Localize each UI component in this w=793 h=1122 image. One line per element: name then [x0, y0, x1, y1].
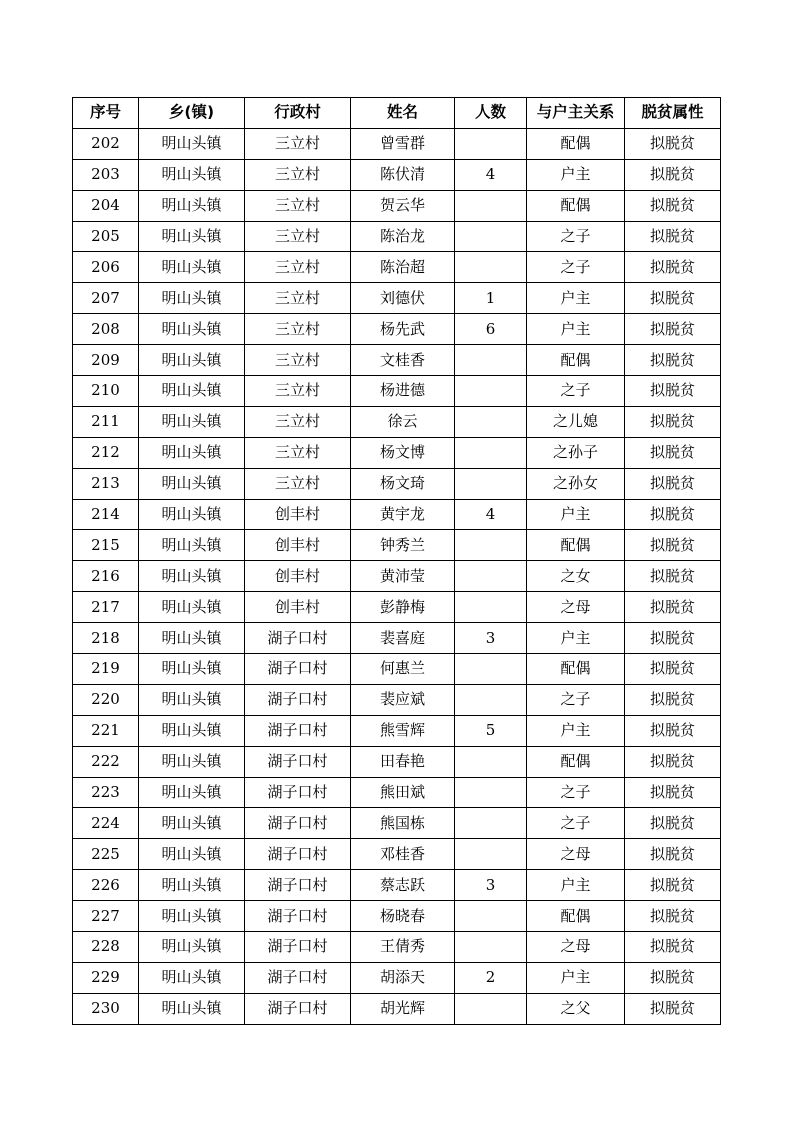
cell-name: 熊雪辉 [351, 715, 455, 746]
cell-index: 216 [73, 561, 139, 592]
cell-status: 拟脱贫 [625, 345, 721, 376]
cell-village: 三立村 [245, 128, 351, 159]
cell-index: 228 [73, 932, 139, 963]
cell-village: 湖子口村 [245, 777, 351, 808]
table-row [73, 437, 721, 468]
cell-name: 黄宇龙 [351, 499, 455, 530]
cell-village: 湖子口村 [245, 746, 351, 777]
cell-household-size: 3 [455, 870, 527, 901]
cell-relation: 之子 [527, 808, 625, 839]
cell-township: 明山头镇 [139, 993, 245, 1024]
cell-household-size: 1 [455, 283, 527, 314]
cell-name: 裴应斌 [351, 684, 455, 715]
cell-village: 创丰村 [245, 592, 351, 623]
cell-name: 彭静梅 [351, 592, 455, 623]
cell-village: 湖子口村 [245, 808, 351, 839]
cell-village: 三立村 [245, 221, 351, 252]
cell-status: 拟脱贫 [625, 252, 721, 283]
cell-index: 226 [73, 870, 139, 901]
cell-status: 拟脱贫 [625, 746, 721, 777]
cell-village: 湖子口村 [245, 870, 351, 901]
cell-index: 207 [73, 283, 139, 314]
cell-index: 202 [73, 128, 139, 159]
cell-township: 明山头镇 [139, 190, 245, 221]
table-row [73, 932, 721, 963]
cell-status: 拟脱贫 [625, 561, 721, 592]
table-row [73, 993, 721, 1024]
cell-village: 三立村 [245, 283, 351, 314]
cell-village: 湖子口村 [245, 654, 351, 685]
cell-relation: 之儿媳 [527, 406, 625, 437]
cell-status: 拟脱贫 [625, 654, 721, 685]
cell-relation: 户主 [527, 283, 625, 314]
cell-household-size [455, 839, 527, 870]
cell-name: 曾雪群 [351, 128, 455, 159]
cell-township: 明山头镇 [139, 468, 245, 499]
cell-name: 钟秀兰 [351, 530, 455, 561]
cell-township: 明山头镇 [139, 870, 245, 901]
table-row [73, 221, 721, 252]
cell-status: 拟脱贫 [625, 777, 721, 808]
table-row [73, 283, 721, 314]
cell-township: 明山头镇 [139, 962, 245, 993]
cell-household-size [455, 190, 527, 221]
cell-household-size: 6 [455, 314, 527, 345]
cell-status: 拟脱贫 [625, 190, 721, 221]
cell-relation: 配偶 [527, 345, 625, 376]
cell-name: 文桂香 [351, 345, 455, 376]
cell-index: 218 [73, 623, 139, 654]
header-index: 序号 [73, 98, 139, 129]
cell-index: 219 [73, 654, 139, 685]
cell-village: 三立村 [245, 376, 351, 407]
cell-household-size [455, 561, 527, 592]
cell-village: 三立村 [245, 159, 351, 190]
cell-relation: 户主 [527, 870, 625, 901]
cell-village: 湖子口村 [245, 839, 351, 870]
cell-household-size: 4 [455, 499, 527, 530]
cell-household-size [455, 654, 527, 685]
cell-relation: 户主 [527, 962, 625, 993]
cell-household-size [455, 530, 527, 561]
cell-village: 湖子口村 [245, 684, 351, 715]
cell-relation: 户主 [527, 715, 625, 746]
cell-township: 明山头镇 [139, 314, 245, 345]
cell-index: 225 [73, 839, 139, 870]
table-row [73, 901, 721, 932]
cell-household-size: 5 [455, 715, 527, 746]
cell-household-size [455, 901, 527, 932]
cell-relation: 之子 [527, 777, 625, 808]
table-row [73, 530, 721, 561]
cell-township: 明山头镇 [139, 221, 245, 252]
cell-relation: 户主 [527, 499, 625, 530]
cell-relation: 之孙子 [527, 437, 625, 468]
cell-township: 明山头镇 [139, 839, 245, 870]
cell-township: 明山头镇 [139, 592, 245, 623]
cell-name: 杨进德 [351, 376, 455, 407]
cell-household-size [455, 592, 527, 623]
cell-status: 拟脱贫 [625, 684, 721, 715]
cell-status: 拟脱贫 [625, 437, 721, 468]
cell-household-size [455, 252, 527, 283]
cell-household-size [455, 993, 527, 1024]
cell-household-size [455, 932, 527, 963]
table-row [73, 159, 721, 190]
cell-household-size [455, 128, 527, 159]
cell-village: 三立村 [245, 252, 351, 283]
cell-relation: 配偶 [527, 654, 625, 685]
table-row [73, 345, 721, 376]
cell-index: 217 [73, 592, 139, 623]
table-row [73, 962, 721, 993]
cell-status: 拟脱贫 [625, 406, 721, 437]
cell-index: 208 [73, 314, 139, 345]
cell-name: 王倩秀 [351, 932, 455, 963]
cell-index: 210 [73, 376, 139, 407]
cell-status: 拟脱贫 [625, 932, 721, 963]
cell-name: 贺云华 [351, 190, 455, 221]
cell-index: 209 [73, 345, 139, 376]
cell-index: 204 [73, 190, 139, 221]
cell-township: 明山头镇 [139, 808, 245, 839]
cell-township: 明山头镇 [139, 159, 245, 190]
cell-status: 拟脱贫 [625, 128, 721, 159]
cell-status: 拟脱贫 [625, 623, 721, 654]
cell-status: 拟脱贫 [625, 314, 721, 345]
header-name: 姓名 [351, 98, 455, 129]
cell-relation: 配偶 [527, 190, 625, 221]
cell-township: 明山头镇 [139, 437, 245, 468]
cell-index: 205 [73, 221, 139, 252]
poverty-list-table [72, 97, 721, 1025]
table-row [73, 715, 721, 746]
cell-name: 徐云 [351, 406, 455, 437]
cell-name: 杨先武 [351, 314, 455, 345]
cell-status: 拟脱贫 [625, 839, 721, 870]
cell-index: 221 [73, 715, 139, 746]
cell-relation: 配偶 [527, 746, 625, 777]
cell-relation: 户主 [527, 159, 625, 190]
cell-index: 206 [73, 252, 139, 283]
cell-index: 203 [73, 159, 139, 190]
table-row [73, 808, 721, 839]
cell-status: 拟脱贫 [625, 221, 721, 252]
table-row [73, 314, 721, 345]
cell-village: 湖子口村 [245, 932, 351, 963]
cell-village: 创丰村 [245, 530, 351, 561]
cell-relation: 之子 [527, 221, 625, 252]
cell-index: 220 [73, 684, 139, 715]
cell-name: 邓桂香 [351, 839, 455, 870]
table-row [73, 592, 721, 623]
cell-township: 明山头镇 [139, 932, 245, 963]
cell-household-size [455, 221, 527, 252]
cell-village: 创丰村 [245, 561, 351, 592]
cell-name: 陈伏清 [351, 159, 455, 190]
cell-name: 胡添天 [351, 962, 455, 993]
cell-index: 214 [73, 499, 139, 530]
cell-name: 杨晓春 [351, 901, 455, 932]
cell-township: 明山头镇 [139, 901, 245, 932]
cell-village: 湖子口村 [245, 962, 351, 993]
cell-township: 明山头镇 [139, 499, 245, 530]
cell-household-size [455, 468, 527, 499]
cell-township: 明山头镇 [139, 561, 245, 592]
header-row [73, 98, 721, 129]
cell-name: 蔡志跃 [351, 870, 455, 901]
table-row [73, 252, 721, 283]
cell-status: 拟脱贫 [625, 592, 721, 623]
cell-index: 222 [73, 746, 139, 777]
cell-household-size [455, 777, 527, 808]
cell-relation: 之母 [527, 592, 625, 623]
cell-status: 拟脱贫 [625, 468, 721, 499]
cell-status: 拟脱贫 [625, 901, 721, 932]
cell-relation: 之子 [527, 376, 625, 407]
cell-name: 熊国栋 [351, 808, 455, 839]
cell-relation: 之女 [527, 561, 625, 592]
cell-household-size [455, 406, 527, 437]
cell-township: 明山头镇 [139, 283, 245, 314]
cell-status: 拟脱贫 [625, 283, 721, 314]
cell-name: 陈治龙 [351, 221, 455, 252]
cell-relation: 户主 [527, 314, 625, 345]
cell-relation: 配偶 [527, 901, 625, 932]
cell-village: 三立村 [245, 468, 351, 499]
cell-village: 创丰村 [245, 499, 351, 530]
cell-status: 拟脱贫 [625, 499, 721, 530]
table-row [73, 499, 721, 530]
cell-relation: 之孙女 [527, 468, 625, 499]
cell-index: 212 [73, 437, 139, 468]
cell-index: 213 [73, 468, 139, 499]
table-row [73, 746, 721, 777]
table-row [73, 190, 721, 221]
cell-status: 拟脱贫 [625, 376, 721, 407]
cell-name: 杨文博 [351, 437, 455, 468]
table-row [73, 561, 721, 592]
table-row [73, 128, 721, 159]
cell-index: 224 [73, 808, 139, 839]
cell-township: 明山头镇 [139, 623, 245, 654]
cell-index: 223 [73, 777, 139, 808]
cell-township: 明山头镇 [139, 654, 245, 685]
cell-status: 拟脱贫 [625, 870, 721, 901]
cell-village: 三立村 [245, 190, 351, 221]
header-village: 行政村 [245, 98, 351, 129]
cell-household-size [455, 808, 527, 839]
table-row [73, 623, 721, 654]
cell-household-size: 2 [455, 962, 527, 993]
cell-village: 湖子口村 [245, 993, 351, 1024]
header-status: 脱贫属性 [625, 98, 721, 129]
header-household-size: 人数 [455, 98, 527, 129]
cell-status: 拟脱贫 [625, 159, 721, 190]
cell-name: 刘德伏 [351, 283, 455, 314]
cell-relation: 之子 [527, 684, 625, 715]
cell-relation: 配偶 [527, 530, 625, 561]
cell-index: 211 [73, 406, 139, 437]
cell-village: 三立村 [245, 406, 351, 437]
cell-index: 227 [73, 901, 139, 932]
cell-village: 湖子口村 [245, 901, 351, 932]
cell-name: 何惠兰 [351, 654, 455, 685]
cell-name: 杨文琦 [351, 468, 455, 499]
cell-relation: 之母 [527, 839, 625, 870]
table-row [73, 468, 721, 499]
cell-township: 明山头镇 [139, 252, 245, 283]
cell-relation: 配偶 [527, 128, 625, 159]
cell-household-size [455, 376, 527, 407]
cell-village: 湖子口村 [245, 623, 351, 654]
cell-status: 拟脱贫 [625, 530, 721, 561]
table-row [73, 406, 721, 437]
table-row [73, 870, 721, 901]
cell-township: 明山头镇 [139, 715, 245, 746]
cell-household-size: 4 [455, 159, 527, 190]
table-row [73, 839, 721, 870]
cell-name: 裴喜庭 [351, 623, 455, 654]
cell-household-size [455, 746, 527, 777]
table-row [73, 777, 721, 808]
header-relation: 与户主关系 [527, 98, 625, 129]
cell-index: 230 [73, 993, 139, 1024]
cell-township: 明山头镇 [139, 777, 245, 808]
cell-relation: 之母 [527, 932, 625, 963]
cell-township: 明山头镇 [139, 406, 245, 437]
cell-index: 215 [73, 530, 139, 561]
cell-township: 明山头镇 [139, 345, 245, 376]
cell-household-size [455, 684, 527, 715]
cell-status: 拟脱贫 [625, 715, 721, 746]
cell-name: 黄沛莹 [351, 561, 455, 592]
table-row [73, 376, 721, 407]
cell-name: 陈治超 [351, 252, 455, 283]
cell-name: 熊田斌 [351, 777, 455, 808]
cell-relation: 之子 [527, 252, 625, 283]
cell-name: 田春艳 [351, 746, 455, 777]
table-row [73, 654, 721, 685]
cell-township: 明山头镇 [139, 684, 245, 715]
cell-index: 229 [73, 962, 139, 993]
cell-village: 湖子口村 [245, 715, 351, 746]
cell-township: 明山头镇 [139, 128, 245, 159]
cell-relation: 之父 [527, 993, 625, 1024]
cell-status: 拟脱贫 [625, 962, 721, 993]
cell-household-size: 3 [455, 623, 527, 654]
cell-township: 明山头镇 [139, 376, 245, 407]
cell-township: 明山头镇 [139, 746, 245, 777]
cell-household-size [455, 437, 527, 468]
cell-township: 明山头镇 [139, 530, 245, 561]
cell-village: 三立村 [245, 345, 351, 376]
cell-village: 三立村 [245, 437, 351, 468]
cell-name: 胡光辉 [351, 993, 455, 1024]
header-township: 乡(镇) [139, 98, 245, 129]
cell-status: 拟脱贫 [625, 808, 721, 839]
cell-status: 拟脱贫 [625, 993, 721, 1024]
table-row [73, 684, 721, 715]
cell-village: 三立村 [245, 314, 351, 345]
cell-relation: 户主 [527, 623, 625, 654]
cell-household-size [455, 345, 527, 376]
